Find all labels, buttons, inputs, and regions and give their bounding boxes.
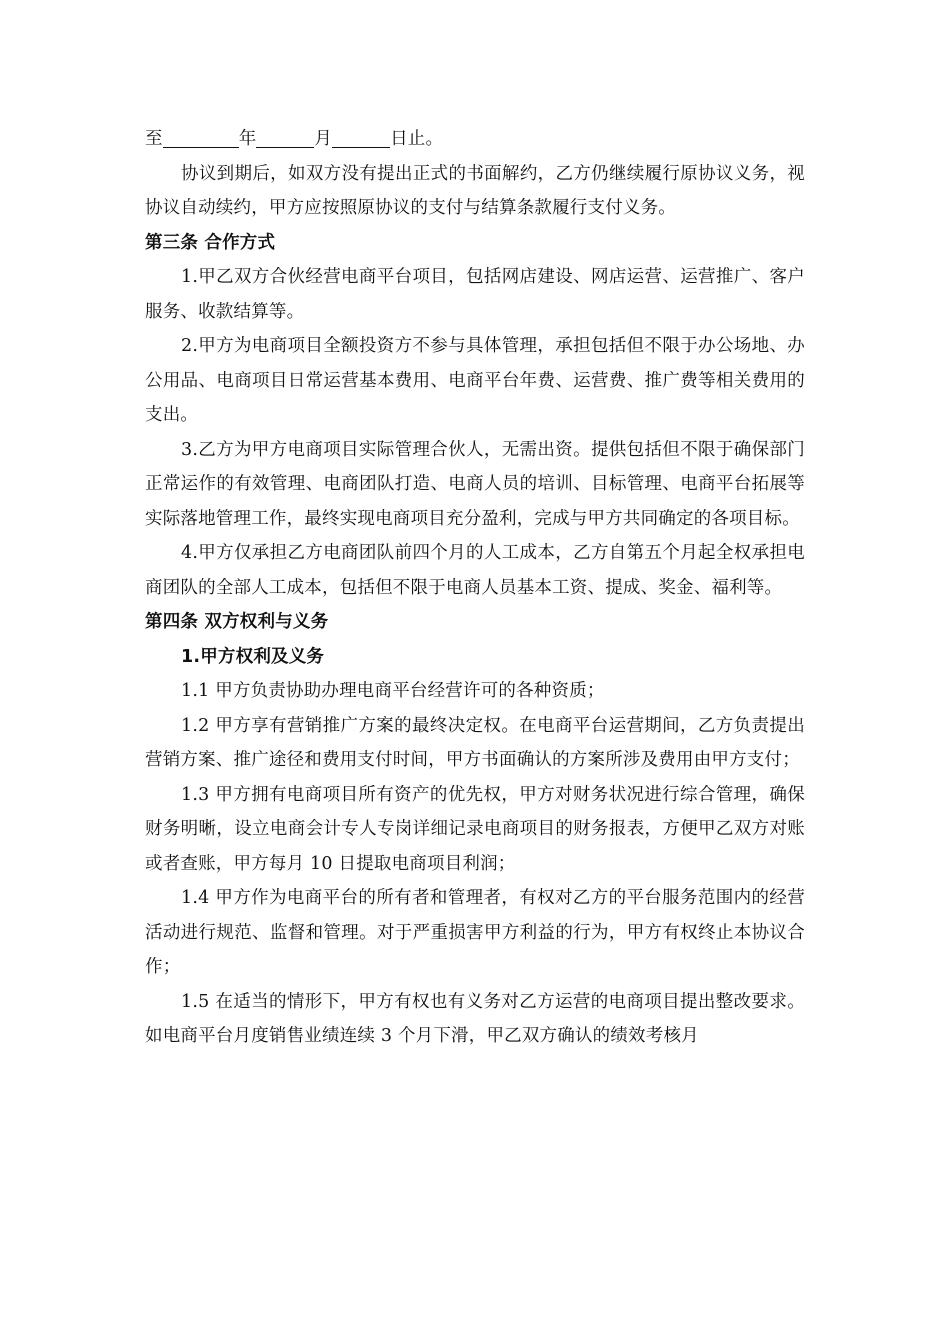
article3-item-3: 3.乙方为甲方电商项目实际管理合伙人，无需出资。提供包括但不限于确保部门正常运作的有效管理、电商团队打造、电商人员的培训、目标管理、电商平台拓展等实际落地管理工作，最终实现电商项目充分盈利，完成与甲方共同确定的各项目标。 (145, 439, 805, 529)
article3-item-2: 2.甲方为电商项目全额投资方不参与具体管理，承担包括但不限于办公场地、办公用品、电商项目日常运营基本费用、电商平台年费、运营费、推广费等相关费用的支出。 (145, 336, 805, 425)
year-blank (163, 125, 239, 148)
article4-item-1-3: 1.3 甲方拥有电商项目所有资产的优先权，甲方对财务状况进行综合管理，确保财务明晰，设立电商会计专人专岗详细记录电商项目的财务报表，方便甲乙双方对账或者查账，甲方每月 10 日提取电商项目利润； (145, 784, 805, 874)
month-suffix: 月 (314, 129, 333, 149)
day-blank (332, 125, 390, 148)
article4-subheading: 1.甲方权利及义务 (181, 646, 325, 667)
article4-item-1-4: 1.4 甲方作为电商平台的所有者和管理者，有权对乙方的平台服务范围内的经营活动进行规范、监督和管理。对于严重损害甲方利益的行为，甲方有权终止本协议合作； (145, 888, 805, 977)
article3-heading: 第三条 合作方式 (145, 232, 276, 253)
term-end-prefix: 至 (145, 129, 163, 149)
article4-heading: 第四条 双方权利与义务 (145, 612, 329, 632)
article4-item-1-5: 1.5 在适当的情形下，甲方有权也有义务对乙方运营的电商项目提出整改要求。如电商平台月度销售业绩连续 3 个月下滑，甲乙双方确认的绩效考核月 (145, 991, 805, 1046)
month-blank (256, 125, 314, 148)
article3-item-4: 4.甲方仅承担乙方电商团队前四个月的人工成本，乙方自第五个月起全权承担电商团队的全部人工成本，包括但不限于电商人员基本工资、提成、奖金、福利等。 (145, 543, 805, 598)
year-suffix: 年 (238, 129, 257, 149)
article4-item-1-2: 1.2 甲方享有营销推广方案的最终决定权。在电商平台运营期间，乙方负责提出营销方案、推广途径和费用支付时间，甲方书面确认的方案所涉及费用由甲方支付； (145, 715, 805, 770)
term-end-line (145, 122, 805, 157)
renewal-paragraph: 协议到期后，如双方没有提出正式的书面解约，乙方仍继续履行原协议义务，视协议自动续约，甲方应按照原协议的支付与结算条款履行支付义务。 (145, 163, 805, 218)
document-body (145, 122, 805, 1054)
article4-item-1-1: 1.1 甲方负责协助办理电商平台经营许可的各种资质； (181, 681, 605, 701)
day-suffix: 日止。 (390, 129, 444, 149)
article3-item-1: 1.甲乙双方合伙经营电商平台项目，包括网店建设、网店运营、运营推广、客户服务、收款结算等。 (145, 267, 805, 322)
